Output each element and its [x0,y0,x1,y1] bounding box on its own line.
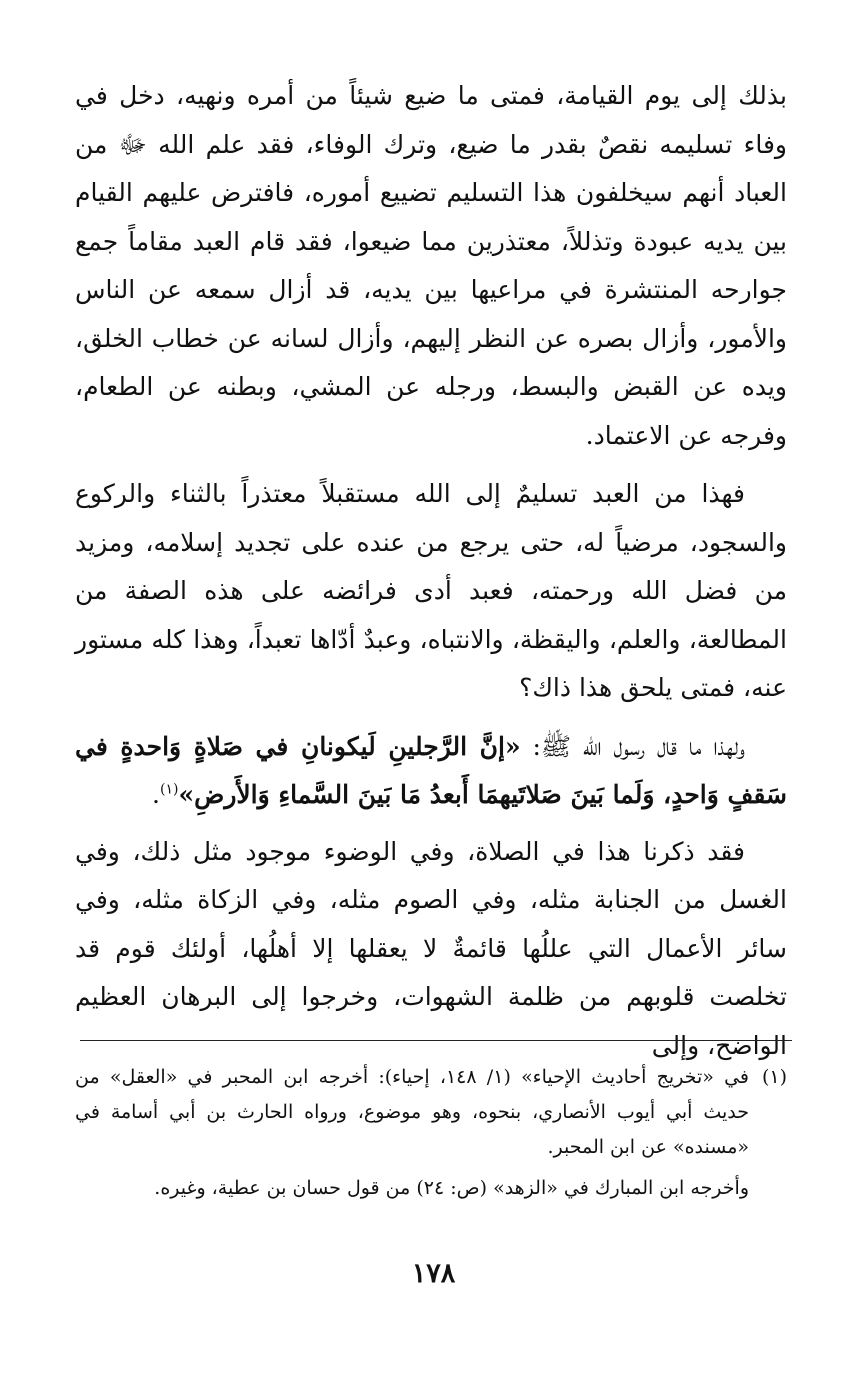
footnote-1 [75,1060,787,1165]
footnote-1-number: (١) [761,1066,787,1088]
paragraph-2: فهذا من العبد تسليمٌ إلى الله مستقبلاً معتذراً بالثناء والركوع والسجود، مرضياً له، حتى يرجع من عنده على تجديد إسلامه، ومزيد من فضل الله ورحمته، فعبد أدى فرائضه على هذه الصفة من المطالعة، والعلم، واليقظة، والانتباه، وعبدٌ أدّاها تعبداً، وهذا كله مستور عنه، فمتى يلحق هذا ذاك؟ [75,479,787,702]
footnote-reference[interactable]: (١) [160,781,179,798]
footnote-divider [80,1040,792,1041]
paragraph-3 [75,723,787,820]
hadith-quote: «إنَّ الرَّجلينِ لَيكونانِ في صَلاةٍ وَاحدةٍ في سَقفٍ وَاحدٍ، وَلَما بَينَ صَلاتَيهمَا أَبعدُ مَا بَينَ السَّماءِ وَالأَرضِ» [75,731,787,809]
paragraph-4: فقد ذكرنا هذا في الصلاة، وفي الوضوء موجود مثل ذلك، وفي الغسل من الجنابة مثله، وفي الصوم مثله، وفي الزكاة مثله، وفي سائر الأعمال التي عللُها قائمةٌ لا يعقلها إلا أهلُها، أولئك قوم قد تخلصت قلوبهم من ظلمة الشهوات، وخرجوا إلى البرهان العظيم الواضح، وإلى [75,836,787,1060]
page-number: ١٧٨ [411,1258,456,1289]
paragraph-3-end: . [152,780,160,809]
footnotes [75,1060,787,1206]
footnote-1-text: في «تخريج أحاديث الإحياء» (١/ ١٤٨، إحياء): أخرجه ابن المحبر في «العقل» من حديث أبي أيوب الأنصاري، بنحوه، وهو موضوع، ورواه الحارث بن أبي أسامة في «مسنده» عن ابن المحبر. [75,1066,749,1158]
footnote-1-extra: وأخرجه ابن المبارك في «الزهد» (ص: ٢٤) من قول حسان بن عطية، وغيره. [154,1177,749,1199]
paragraph-1: بذلك إلى يوم القيامة، فمتى ما ضيع شيئاً من أمره ونهيه، دخل في وفاء تسليمه نقصٌ بقدر ما ضيع، وترك الوفاء، فقد علم الله ﷻ من العباد أنهم سيخلفون هذا التسليم تضييع أموره، فافترض عليهم القيام بين يديه عبودة وتذللاً، معتذرين مما ضيعوا، فقد قام العبد مقاماً جمع جوارحه المنتشرة في مراعيها بين يديه، قد أزال سمعه عن الناس والأمور، وأزال بصره عن النظر إليهم، وأزال لسانه عن خطاب الخلق، ويده عن القبض والبسط، ورجله عن المشي، وبطنه عن الطعام، وفرجه عن الاعتماد. [75,81,787,450]
main-text [75,72,787,1070]
paragraph-3-intro: ولهذا ما قال رسول الله ﷺ: [520,731,745,761]
